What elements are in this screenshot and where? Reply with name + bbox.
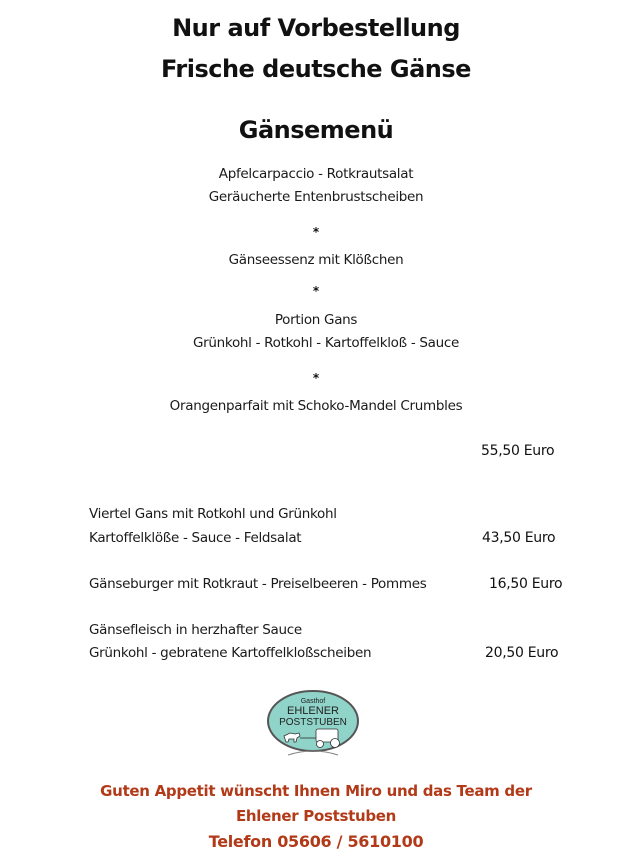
course-2-line-1: Gänseessenz mit Klößchen	[228, 252, 404, 268]
footer-line-2: Ehlener Poststuben	[235, 807, 397, 825]
course-1-line-1: Apfelcarpaccio - Rotkrautsalat	[218, 166, 414, 182]
svg-text:Gasthof: Gasthof	[300, 698, 326, 705]
course-separator: *	[312, 284, 320, 298]
course-3-line-2: Grünkohl - Rotkohl - Kartoffelkloß - Sauce	[192, 335, 460, 351]
header-line-1: Nur auf Vorbestellung	[172, 14, 460, 42]
logo-oval-icon	[266, 689, 360, 757]
header-line-2: Frische deutsche Gänse	[161, 55, 471, 83]
item-2-price: 16,50 Euro	[489, 576, 563, 592]
item-1-line-2: Kartoffelklöße - Sauce - Feldsalat	[89, 530, 302, 546]
svg-text:EHLENER: EHLENER	[287, 705, 339, 717]
item-1-price: 43,50 Euro	[482, 530, 556, 546]
footer-line-1: Guten Appetit wünscht Ihnen Miro und das Team der	[100, 782, 532, 800]
item-3-line-2: Grünkohl - gebratene Kartoffelkloßscheiben	[89, 645, 372, 661]
gasthof-logo	[266, 689, 360, 757]
course-1-line-2: Geräucherte Entenbrustscheiben	[208, 189, 424, 205]
item-3-price: 20,50 Euro	[485, 645, 559, 661]
item-1-line-1: Viertel Gans mit Rotkohl und Grünkohl	[89, 506, 337, 522]
item-2-line-1: Gänseburger mit Rotkraut - Preiselbeeren - Pommes	[89, 576, 427, 592]
course-separator: *	[312, 371, 320, 385]
course-separator: *	[312, 225, 320, 239]
svg-text:POSTSTUBEN: POSTSTUBEN	[279, 717, 347, 728]
item-3-line-1: Gänsefleisch in herzhafter Sauce	[89, 622, 302, 638]
menu-title: Gänsemenü	[238, 116, 394, 144]
menu-price: 55,50 Euro	[481, 443, 555, 459]
course-3-line-1: Portion Gans	[274, 312, 358, 328]
footer-phone: Telefon 05606 / 5610100	[208, 832, 424, 851]
course-4-line-1: Orangenparfait mit Schoko-Mandel Crumbles	[169, 398, 463, 414]
